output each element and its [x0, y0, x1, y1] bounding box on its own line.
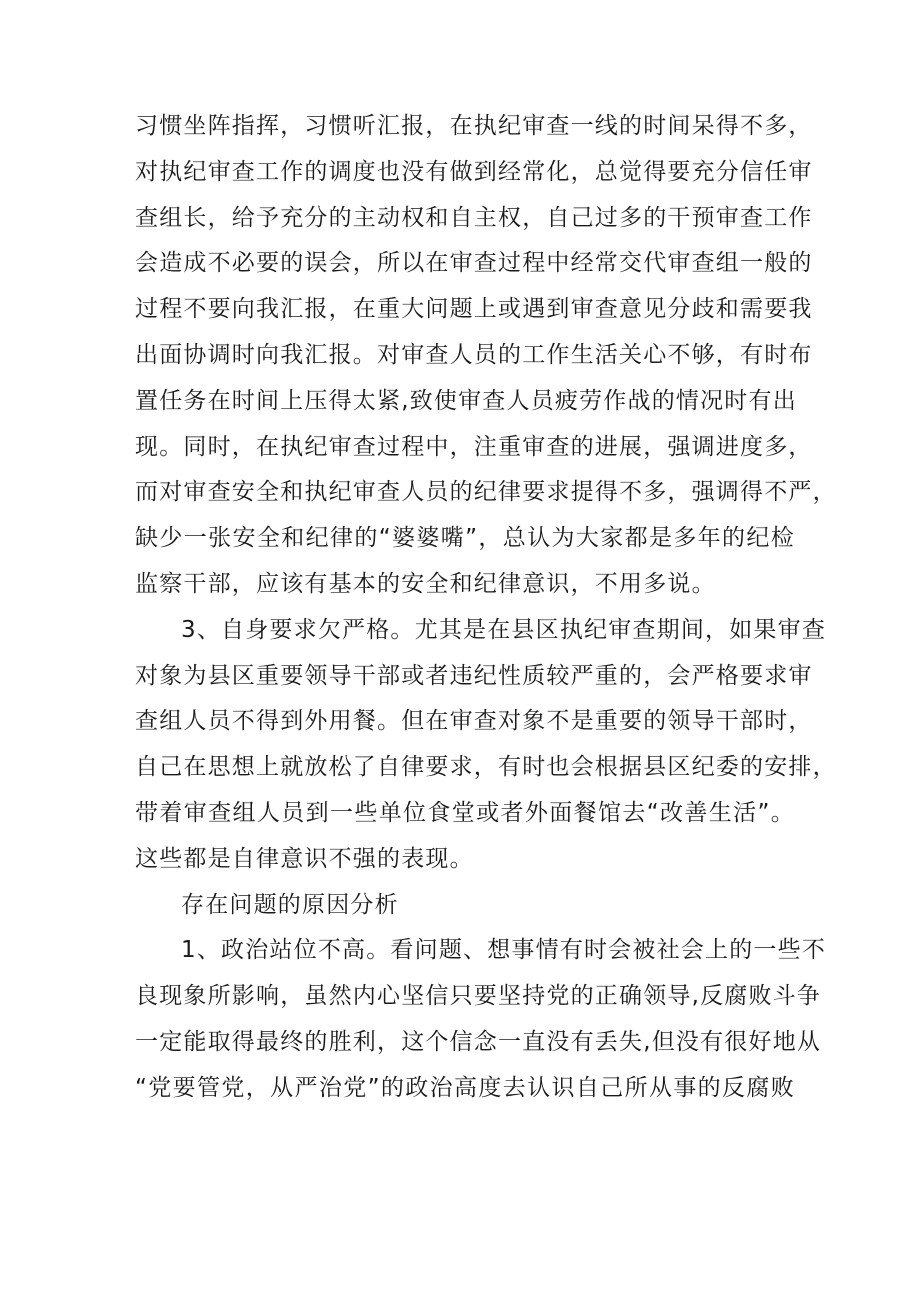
- text-line: “党要管党，从严治党”的政治高度去认识自己所从事的反腐败: [135, 1074, 795, 1101]
- text-line: 习惯坐阵指挥，习惯听汇报，在执纪审查一线的时间呆得不多，: [135, 113, 813, 139]
- document-body: [135, 104, 837, 1112]
- text-line: 过程不要向我汇报，在重大问题上或遇到审查意见分歧和需要我: [135, 296, 813, 323]
- text-line: 查组人员不得到外用餐。但在审查对象不是重要的领导干部时，: [135, 708, 813, 735]
- text-line: 带着审查组人员到一些单位食堂或者外面餐馆去“改善生活”。: [135, 799, 795, 826]
- text-line: 出面协调时向我汇报。对审查人员的工作生活关心不够，有时布: [135, 341, 813, 368]
- paragraph-start-line: 1、政治站位不高。看问题、想事情有时会被社会上的一些不: [181, 937, 827, 964]
- text-line: 这些都是自律意识不强的表现。: [135, 845, 474, 872]
- text-line: 现。同时，在执纪审查过程中，注重审查的进展，强调进度多，: [135, 433, 813, 460]
- section-heading: 存在问题的原因分析: [181, 891, 399, 918]
- paragraph-start-line: 3、自身要求欠严格。尤其是在县区执纪审查期间，如果审查: [181, 616, 827, 643]
- text-line: 一定能取得最终的胜利，这个信念一直没有丢失,但没有很好地从: [135, 1028, 822, 1055]
- text-line: 会造成不必要的误会，所以在审查过程中经常交代审查组一般的: [135, 250, 813, 277]
- text-line: 查组长，给予充分的主动权和自主权，自己过多的干预审查工作: [135, 204, 813, 231]
- text-line: 对执纪审查工作的调度也没有做到经常化，总觉得要充分信任审: [135, 158, 813, 185]
- text-line: 对象为县区重要领导干部或者违纪性质较严重的，会严格要求审: [135, 662, 813, 689]
- text-line: 而对审查安全和执纪审查人员的纪律要求提得不多，强调得不严，: [135, 479, 837, 506]
- text-line: 缺少一张安全和纪律的“婆婆嘴”，总认为大家都是多年的纪检: [135, 525, 795, 552]
- text-line: 自己在思想上就放松了自律要求，有时也会根据县区纪委的安排，: [135, 754, 837, 781]
- text-line: 监察干部，应该有基本的安全和纪律意识，不用多说。: [135, 570, 716, 597]
- text-line: 良现象所影响，虽然内心坚信只要坚持党的正确领导,反腐败斗争: [135, 983, 822, 1010]
- text-line: 置任务在时间上压得太紧,致使审查人员疲劳作战的情况时有出: [135, 387, 797, 414]
